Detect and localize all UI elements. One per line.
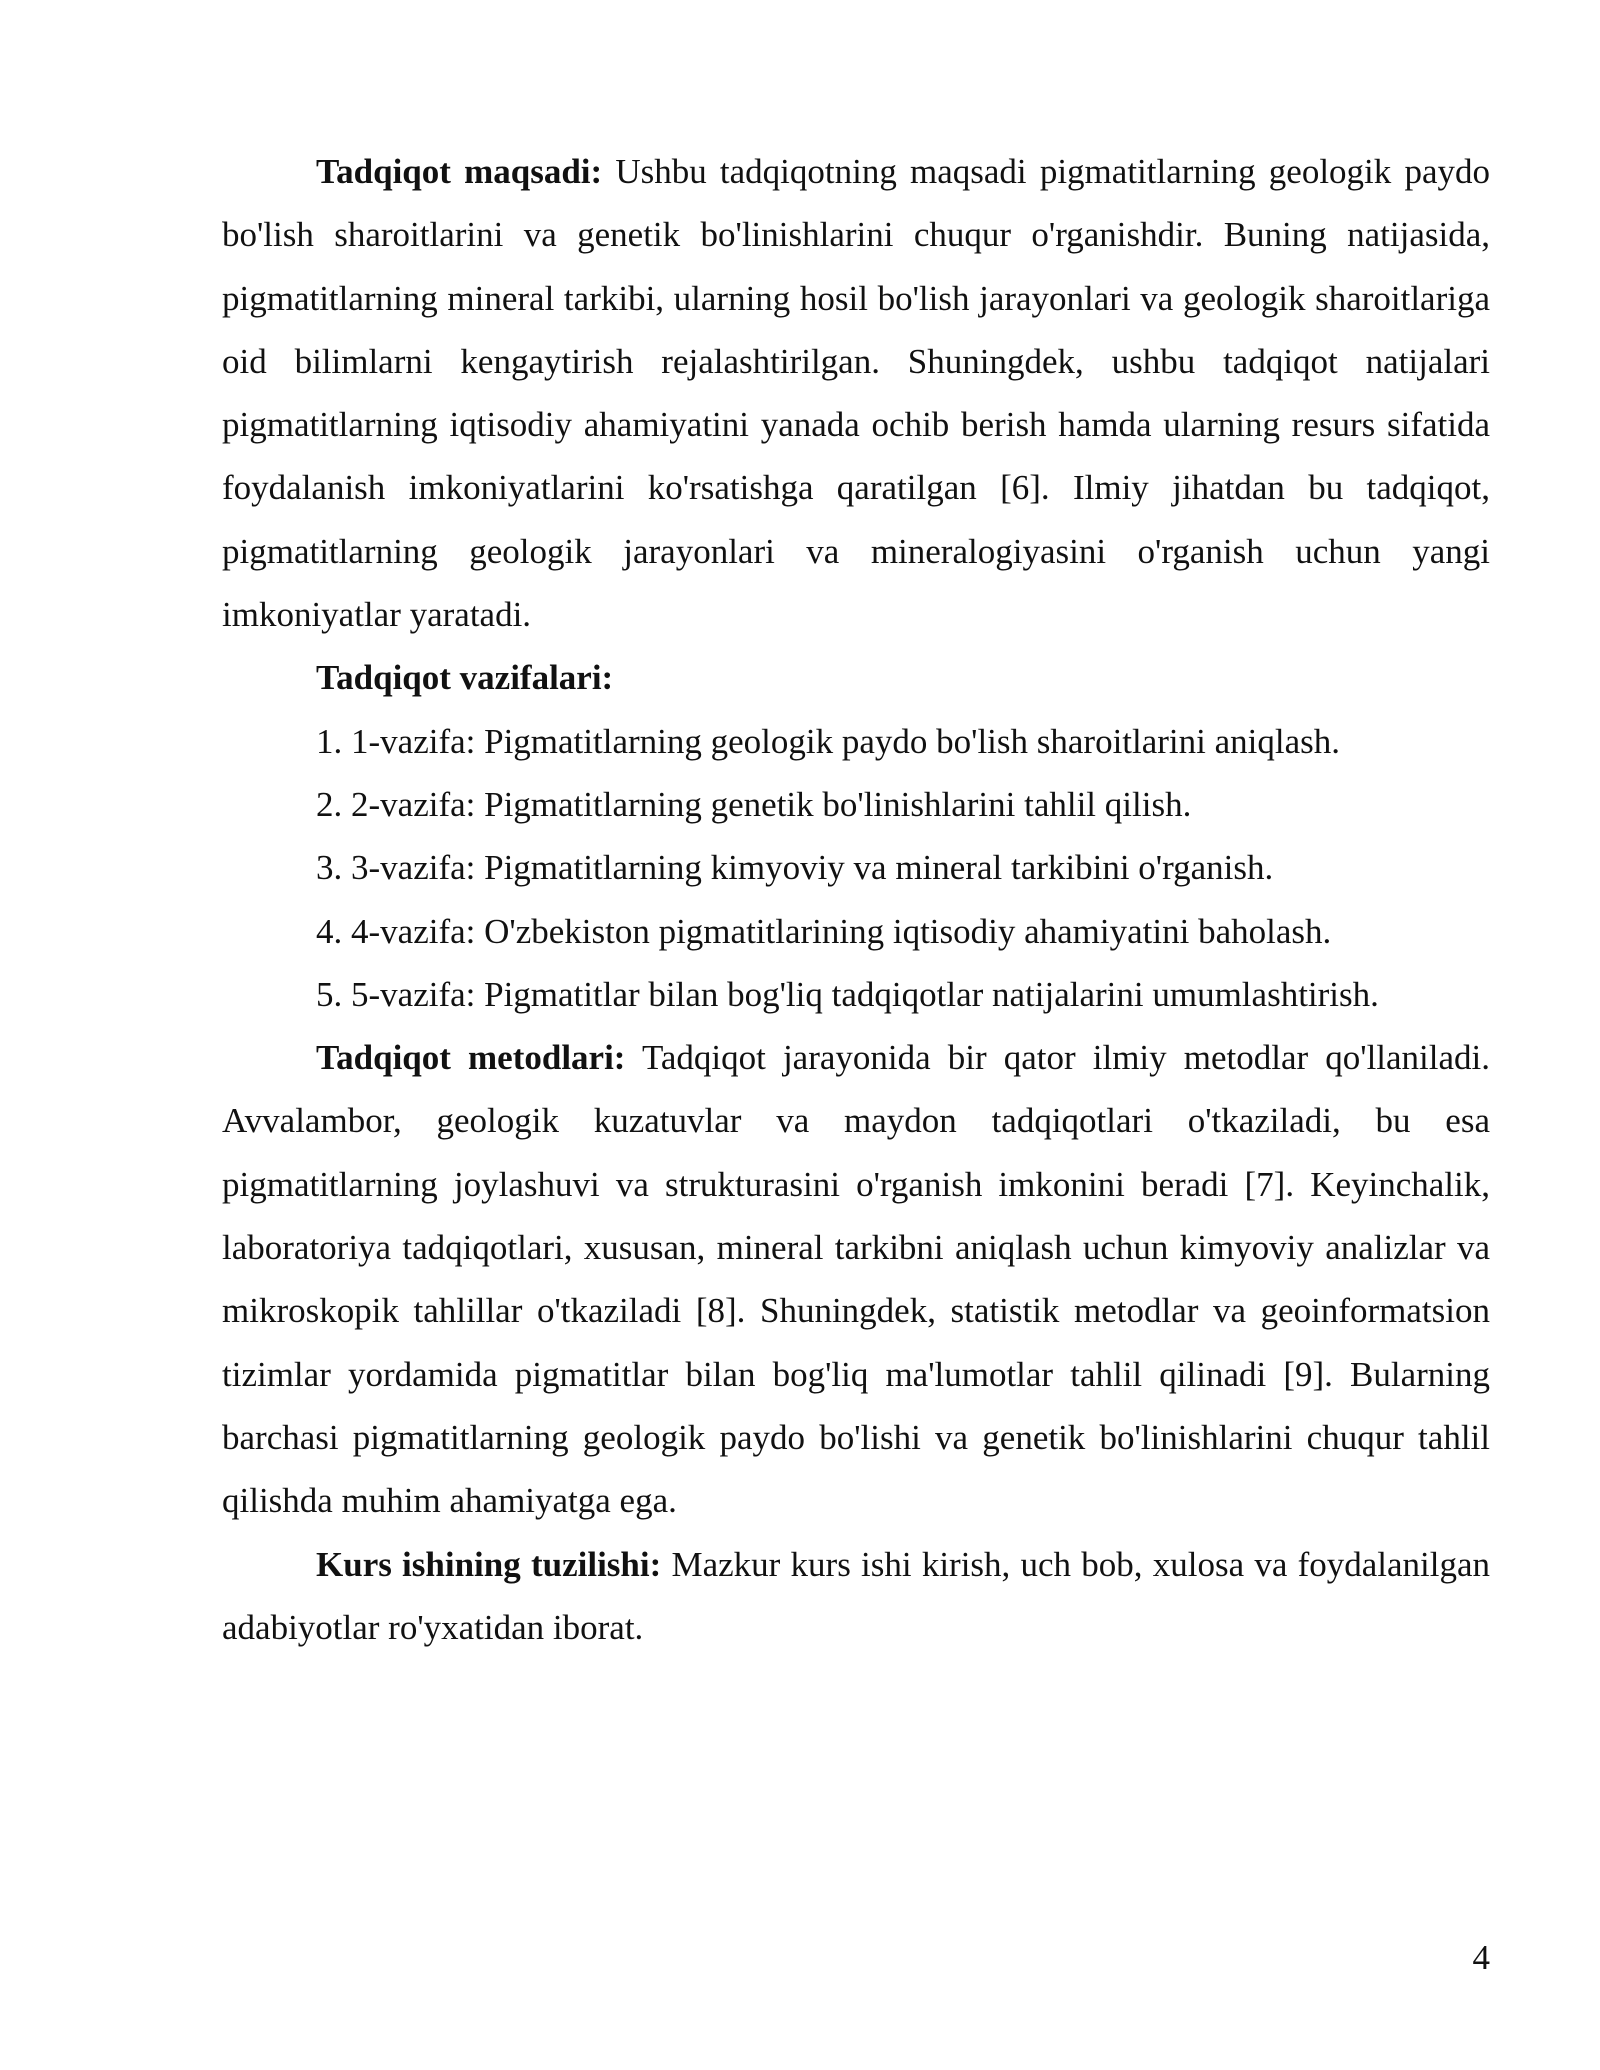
structure-heading: Kurs ishining tuzilishi: [316,1544,662,1584]
methods-paragraph [222,1026,1490,1532]
tasks-heading: Tadqiqot vazifalari: [316,658,614,698]
task-item-4: 4. 4-vazifa: O'zbekiston pigmatitlarining iqtisodiy ahamiyatini baholash. [316,911,1332,951]
document-body [222,140,1490,1659]
structure-paragraph [222,1533,1490,1660]
task-item-5: 5. 5-vazifa: Pigmatitlar bilan bog'liq tadqiqotlar natijalarini umumlashtirish. [316,974,1379,1014]
task-item-3: 3. 3-vazifa: Pigmatitlarning kimyoviy va mineral tarkibini o'rganish. [316,848,1274,888]
methods-heading: Tadqiqot metodlari: [316,1038,626,1078]
task-item-1: 1. 1-vazifa: Pigmatitlarning geologik paydo bo'lish sharoitlarini aniqlash. [316,721,1341,761]
tasks-list [222,710,1490,1026]
methods-text: Tadqiqot jarayonida bir qator ilmiy metodlar qo'llaniladi. Avvalambor, geologik kuzatuvlar va maydon tadqiqotlari o'tkaziladi, bu esa pigmatitlarning joylashuvi va strukturasini o'rganish imkonini beradi [7]. Keyinchalik, laboratoriya tadqiqotlari, xususan, mineral tarkibni aniqlash uchun kimyoviy analizlar va mikroskopik tahlillar o'tkaziladi [8]. Shuningdek, statistik metodlar va geoinformatsion tizimlar yordamida pigmatitlar bilan bog'liq ma'lumotlar tahlil qilinadi [9]. Bularning barchasi pigmatitlarning geologik paydo bo'lishi va genetik bo'linishlarini chuqur tahlil qilishda muhim ahamiyatga ega. [222,1038,1491,1521]
task-item-2: 2. 2-vazifa: Pigmatitlarning genetik bo'linishlarini tahlil qilish. [316,784,1192,824]
purpose-text: Ushbu tadqiqotning maqsadi pigmatitlarning geologik paydo bo'lish sharoitlarini va genetik bo'linishlarini chuqur o'rganishdir. Buning natijasida, pigmatitlarning mineral tarkibi, ularning hosil bo'lish jarayonlari va geologik sharoitlariga oid bilimlarni kengaytirish rejalashtirilgan. Shuningdek, ushbu tadqiqot natijalari pigmatitlarning iqtisodiy ahamiyatini yanada ochib berish hamda ularning resurs sifatida foydalanish imkoniyatlarini ko'rsatishga qaratilgan [6]. Ilmiy jihatdan bu tadqiqot, pigmatitlarning geologik jarayonlari va mineralogiyasini o'rganish uchun yangi imkoniyatlar yaratadi. [222,152,1490,635]
purpose-paragraph [222,140,1490,646]
purpose-heading: Tadqiqot maqsadi: [316,152,603,191]
structure-text: Mazkur kurs ishi kirish, uch bob, xulosa va foydalanilgan adabiyotlar ro'yxatidan iborat. [222,1544,1491,1647]
page-number: 4 [1472,1938,1490,1977]
